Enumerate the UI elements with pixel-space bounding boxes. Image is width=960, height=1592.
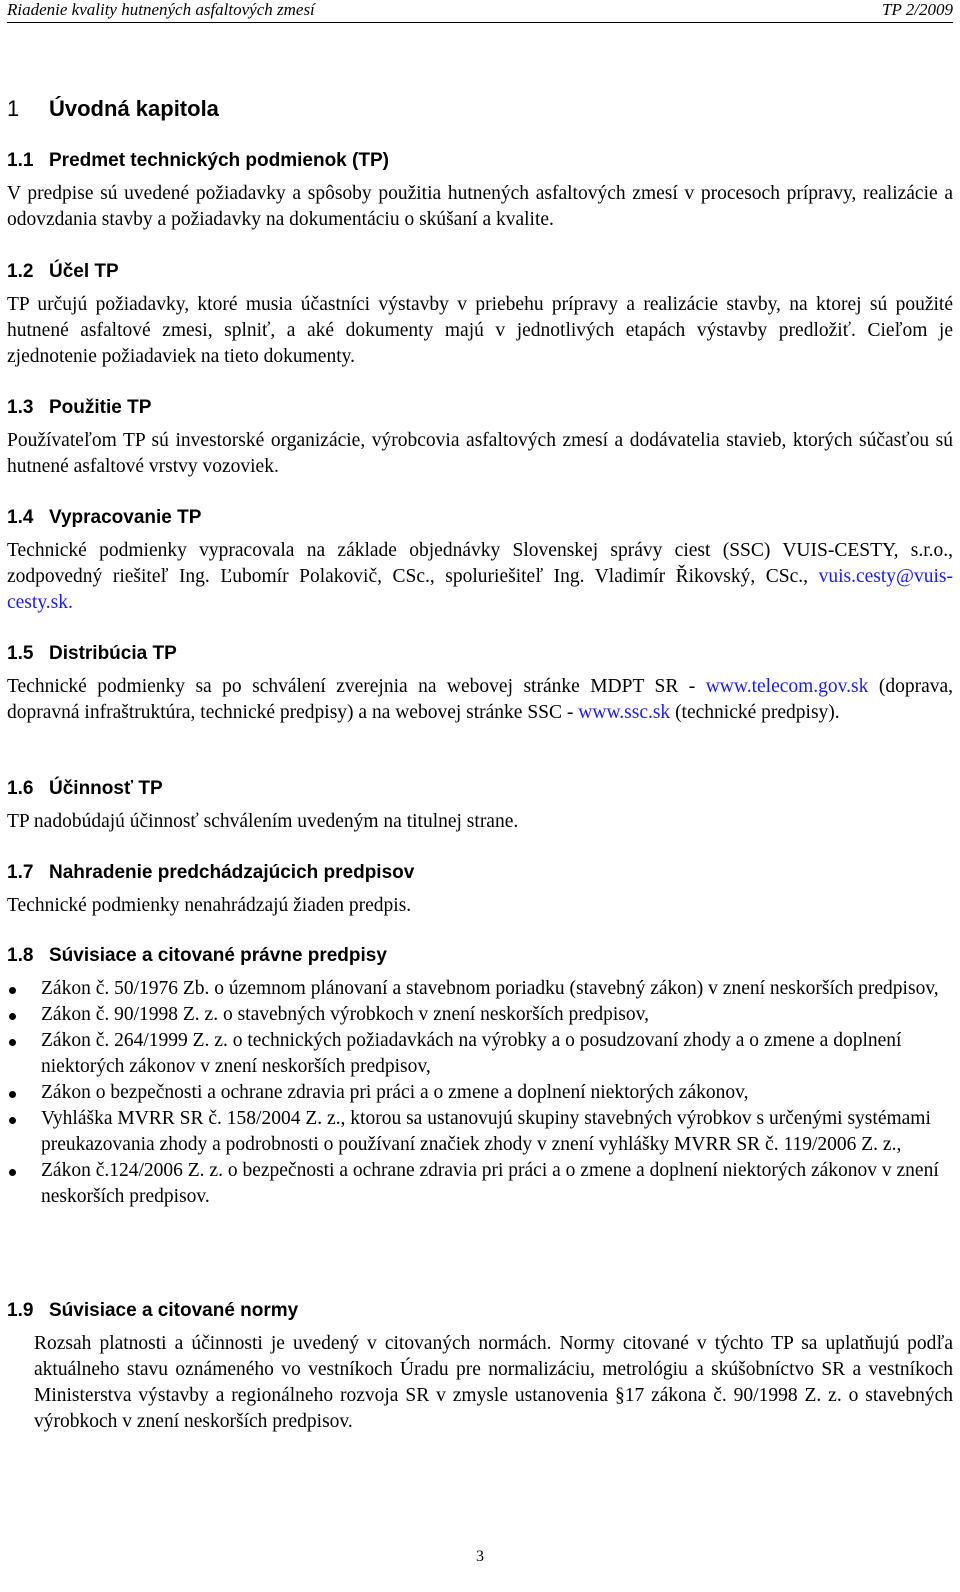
section-number: 1.3 [7,397,34,418]
chapter-number: 1 [7,96,20,121]
section-heading-1-1 [7,150,389,172]
section-heading-1-8 [7,945,387,967]
section-text-1-2: TP určujú požiadavky, ktoré musia účastníci výstavby v priebehu prípravy a realizácie stavby, na ktorej sú použité hutnené asfaltové zmesi, splniť, a aké dokumenty majú v jednotlivých etapách výstavby predložiť. Cieľom je zjednotenie požiadaviek na tieto dokumenty. [7,294,953,367]
list-item-text: Vyhláška MVRR SR č. 158/2004 Z. z., ktorou sa ustanovujú skupiny stavebných výrobkov s určenými systémami preukazovania zhody a podrobnosti o používaní značiek zhody v znení vyhlášky MVRR SR č. 119/2006 Z. z., [41,1108,931,1155]
section-number: 1.4 [7,507,34,528]
section-title: Distribúcia TP [49,643,177,664]
email-link[interactable]: vuis.cesty@vuis-cesty.sk. [7,566,953,613]
section-text-part: (doprava, dopravná infraštruktúra, technické predpisy) a na webovej stránke SSC - [7,676,954,723]
page-number: 3 [476,1548,484,1565]
bullet-icon [9,1039,16,1046]
bullet-icon [9,1117,16,1124]
bullet-icon [9,1091,16,1098]
section-number: 1.7 [7,862,34,883]
section-title: Nahradenie predchádzajúcich predpisov [49,862,415,883]
bullet-icon [9,1169,16,1176]
section-title: Vypracovanie TP [49,507,202,528]
section-heading-1-6 [7,778,163,800]
section-title: Súvisiace a citované normy [49,1300,299,1321]
section-title: Predmet technických podmienok (TP) [49,150,389,171]
section-number: 1.1 [7,150,34,171]
section-text: Technické podmienky vypracovala na základe objednávky Slovenskej správy ciest (SSC) VUIS-CESTY, s.r.o., zodpovedný riešiteľ Ing. Ľubomír Polakovič, CSc., spoluriešiteľ Ing. Vladimír Řikovský, CSc., [7,540,953,587]
section-heading-1-7 [7,862,414,884]
section-title: Použitie TP [49,397,152,418]
section-title: Účinnosť TP [49,778,163,799]
chapter-heading [7,96,219,122]
list-item-text: Zákon č.124/2006 Z. z. o bezpečnosti a ochrane zdravia pri práci a o zmene a doplnení niektorých zákonov v znení neskorších predpisov. [41,1160,939,1207]
section-text-1-6: TP nadobúdajú účinnosť schválením uvedeným na titulnej strane. [7,811,519,832]
list-item [7,1080,953,1106]
chapter-title: Úvodná kapitola [49,96,219,121]
section-text-1-9: Rozsah platnosti a účinnosti je uvedený v citovaných normách. Normy citované v týchto TP sa uplatňujú podľa aktuálneho stavu oznámeného vo vestníkoch Úradu pre normalizáciu, metrológiu a skúšobníctvo SR a vestníkoch Ministerstva výstavby a regionálneho rozvoja SR v zmysle ustanovenia §17 zákona č. 90/1998 Z. z. o stavebných výrobkoch v znení neskorších predpisov. [34,1333,953,1432]
bullet-icon [9,987,16,994]
section-title: Účel TP [49,261,119,282]
section-heading-1-9 [7,1300,298,1322]
section-number: 1.8 [7,945,34,966]
web-link-telecom[interactable]: www.telecom.gov.sk [705,676,869,697]
section-heading-1-4 [7,507,201,529]
section-title: Súvisiace a citované právne predpisy [49,945,387,966]
list-item-text: Zákon č. 50/1976 Zb. o územnom plánovaní a stavebnom poriadku (stavebný zákon) v znení neskorších predpisov, [41,978,939,999]
section-heading-1-2 [7,261,119,283]
section-number: 1.6 [7,778,34,799]
list-item [7,1158,953,1210]
section-number: 1.5 [7,643,34,664]
web-link-ssc[interactable]: www.ssc.sk [578,702,671,723]
section-text-part: (technické predpisy). [675,702,840,723]
list-item [7,1106,953,1158]
header-document-code: TP 2/2009 [881,0,953,19]
section-text-1-7: Technické podmienky nenahrádzajú žiaden predpis. [7,895,412,916]
section-text-1-4 [7,538,953,616]
section-text-1-1: V predpise sú uvedené požiadavky a spôsoby použitia hutnených asfaltových zmesí v procesoch prípravy, realizácie a odovzdania stavby a požiadavky na dokumentáciu o skúšaní a kvalite. [7,183,953,230]
header-document-title: Riadenie kvality hutnených asfaltových zmesí [7,0,315,19]
section-heading-1-3 [7,397,151,419]
section-number: 1.9 [7,1300,34,1321]
section-heading-1-5 [7,643,177,665]
page-header [7,0,953,23]
section-number: 1.2 [7,261,34,282]
list-item [7,1028,953,1080]
section-text-1-3: Používateľom TP sú investorské organizácie, výrobcovia asfaltových zmesí a dodávatelia stavieb, ktorých súčasťou sú hutnené asfaltové vrstvy vozoviek. [7,430,953,477]
list-item-text: Zákon o bezpečnosti a ochrane zdravia pri práci a o zmene a doplnení niektorých zákonov, [41,1082,749,1103]
list-item-text: Zákon č. 90/1998 Z. z. o stavebných výrobkoch v znení neskorších predpisov, [41,1004,649,1025]
bullet-icon [9,1013,16,1020]
list-item [7,976,953,1002]
list-item [7,1002,953,1028]
legal-regulations-list [7,976,953,1210]
section-text-part: Technické podmienky sa po schválení zverejnia na webovej stránke MDPT SR - [7,676,696,697]
section-text-1-5 [7,674,953,726]
list-item-text: Zákon č. 264/1999 Z. z. o technických požiadavkách na výrobky a o posudzovaní zhody a o zmene a doplnení niektorých zákonov v znení neskorších predpisov, [41,1030,902,1077]
